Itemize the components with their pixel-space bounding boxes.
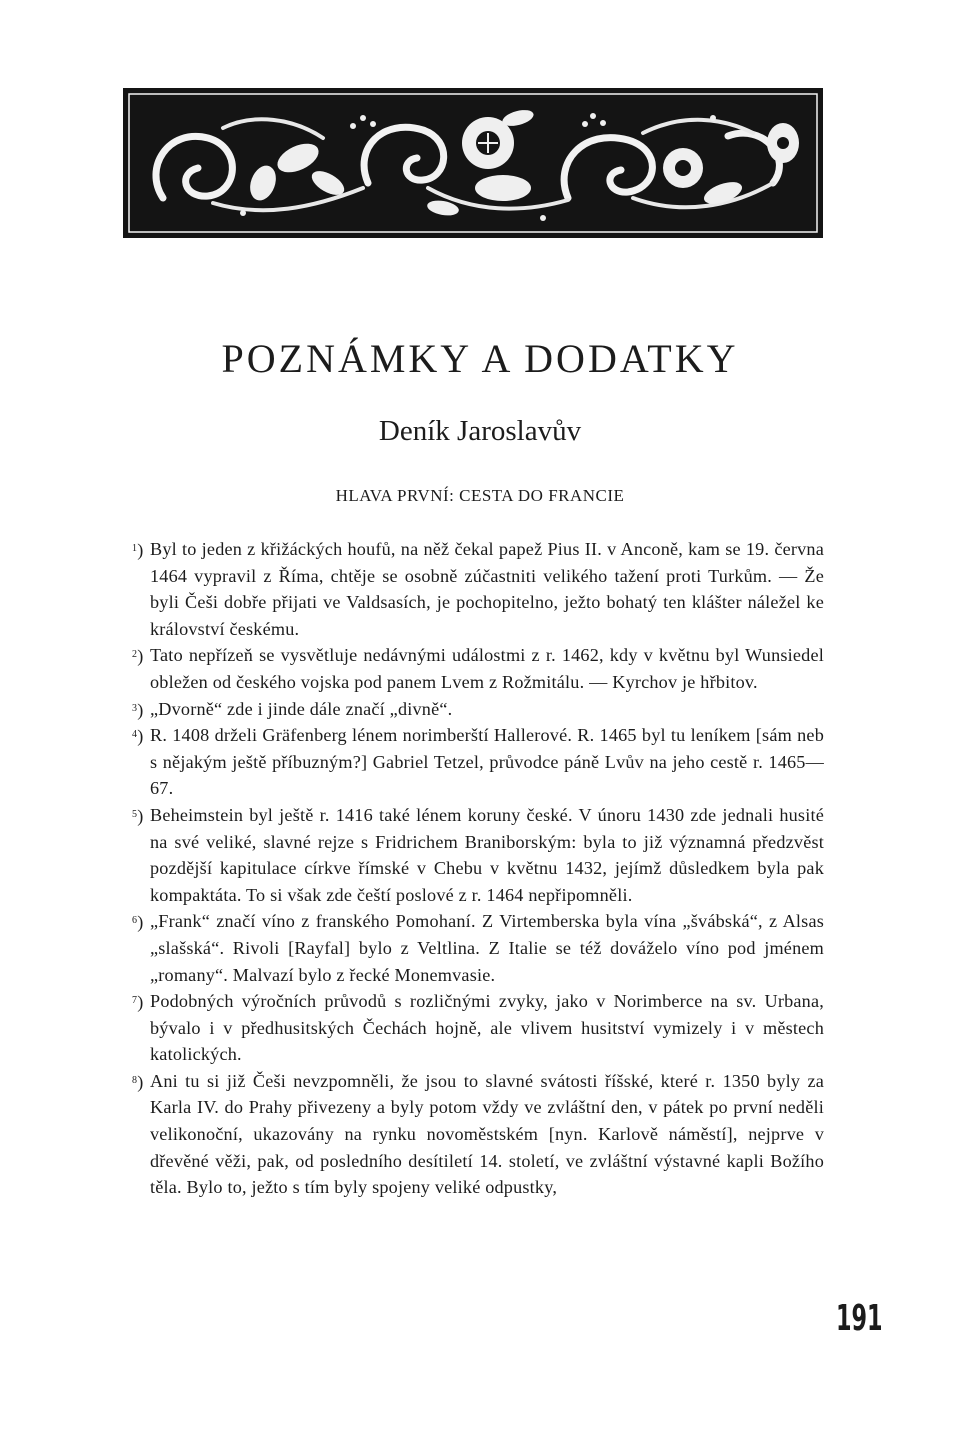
note-marker: $^6$) [132,912,144,933]
note-text: R. 1408 drželi Gräfenberg lénem norimberští Hallerové. R. 1465 byl tu leníkem [sám neb s nějakým ještě příbuzným?] Gabriel Tetzel, průvodce páně Lvův na jeho cestě r. 1465—67. [150,725,824,799]
note-3 [132,696,824,723]
note-marker: $^4$) [132,726,144,747]
note-marker: $^3$) [132,699,144,720]
ornamental-header-woodcut [123,88,823,238]
note-text: Beheimstein byl ještě r. 1416 také lénem koruny české. V únoru 1430 zde jednali husité na své veliké, slavné rejze s Fridrichem Braniborským: byla to již významná předzvěst pozdější kapitulace církve římské v Chebu v květnu 1432, jejímž důsledkem byla pak kompaktáta. To si však zde čeští poslové z r. 1464 nepřipomněli. [150,804,824,905]
note-marker: $^1$) [132,540,144,560]
note-8 [132,1068,824,1201]
note-1 [132,536,824,642]
section-subtitle: Deník Jaroslavův [378,415,582,447]
note-5 [132,802,824,908]
note-text: „Frank“ značí víno z franského Pomohaní. Z Virtemberska byla vína „švábská“, z Alsas „slašská“. Rivoli [Rayfal] bylo z Veltlina. Z Italie se též dováželo víno pod jménem „romany“. Malvazí bylo z řecké Monemvasie. [150,911,824,985]
note-marker: $^2$) [132,646,144,667]
note-text: „Dvorně“ zde i jinde dále značí „divně“. [150,698,453,719]
note-marker: $^5$) [132,805,144,826]
note-text: Ani tu si již Češi nevzpomněli, že jsou to slavné svátosti říšské, které r. 1350 byly za Karla IV. do Prahy přivezeny a byly potom vždy ve zvláštní den, v pátek po první neděli velikonoční, ukazovány na rynku novoměstském [nyn. Karlově náměstí], nejprve v dřevěné věži, pak, od posledního desítiletí 14. století, ve zvláštní výstavné kapli Božího těla. Bylo to, ježto s tím byly spojeny veliké odpustky, [150,1070,824,1198]
note-text: Tato nepřízeň se vysvětluje nedávnými událostmi z r. 1462, kdy v květnu byl Wunsiedel obležen od českého vojska pod panem Lvem z Rožmitálu. — Kyrchov je hřbitov. [150,645,824,692]
note-marker: $^8$) [132,1071,144,1092]
page-title: POZNÁMKY A DODATKY [221,336,739,381]
note-4 [132,722,824,802]
note-marker: $^7$) [132,992,144,1013]
note-2 [132,642,824,695]
footnotes-list [132,536,824,1201]
chapter-heading: HLAVA PRVNÍ: CESTA DO FRANCIE [335,486,625,505]
note-7 [132,988,824,1068]
note-6 [132,908,824,988]
note-text: Byl to jeden z křižáckých houfů, na něž čekal papež Pius II. v Anconě, kam se 19. června 1464 vypravil z Říma, chtěje se osobně zúčastniti velikého tažení proti Turkům. — Že byli Češi dobře přijati ve Valdsasích, je pochopitelno, ježto bohatý ten klášter náležel ke království českému. [150,539,824,639]
note-text: Podobných výročních průvodů s rozličnými zvyky, jako v Norimberce na sv. Urbana, bývalo i v předhusitských Čechách hojně, ale vlivem husitství vymizely i v městech katolických. [150,991,824,1065]
page-number: 191 [836,1298,883,1339]
